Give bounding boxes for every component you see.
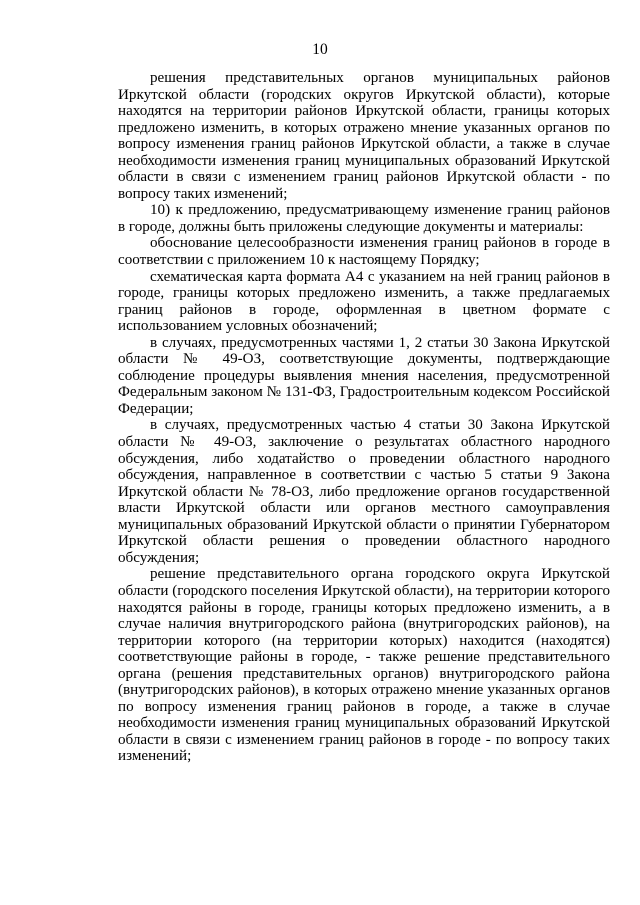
paragraph-item-10: 10) к предложению, предусматривающему изменение границ районов в городе, должны быть приложены следующие документы и материалы:: [118, 202, 610, 235]
paragraph-representative-bodies-decisions: решения представительных органов муниципальных районов Иркутской области (городских округов Иркутской области), которые находятся на территории районов Иркутской области, границы которых предложено изменить, в которых отражено мнение указанных органов по вопросу изменения границ районов Иркутской области, а также в случае необходимости изменения границ муниципальных образований Иркутской области в связи с изменением границ районов Иркутской области - по вопросу таких изменений;: [118, 70, 610, 202]
paragraph-city-district-decision: решение представительного органа городского округа Иркутской области (городского поселения Иркутской области), на территории которого находятся районы в городе, границы которых предложено изменить, а в случае наличия внутригородского района (внутригородских районов), на территории которого (на территории которых) находится (находятся) соответствующие районы в городе, - также решение представительного органа (решения представительных органов) внутригородского района (внутригородских районов), в которых отражено мнение указанных органов по вопросу изменения границ районов в городе, а также в случае необходимости изменения границ муниципальных образований Иркутской области в связи с изменением границ районов в городе - по вопросу таких изменений;: [118, 566, 610, 765]
paragraph-justification: обоснование целесообразности изменения границ районов в городе в соответствии с приложением 10 к настоящему Порядку;: [118, 235, 610, 269]
page-number: 10: [312, 41, 328, 58]
paragraph-regional-discussion: в случаях, предусмотренных частью 4 статьи 30 Закона Иркутской области № 49-ОЗ, заключение о результатах областного народного обсуждения, либо ходатайство о проведении областного народного обсуждения, направленное в соответствии с частью 5 статьи 9 Закона Иркутской области № 78-ОЗ, либо предложение органов государственной власти Иркутской области или органов местного самоуправления муниципальных образований Иркутской области о принятии Губернатором Иркутской области решения о проведении областного народного обсуждения;: [118, 417, 610, 566]
paragraph-population-opinion: в случаях, предусмотренных частями 1, 2 статьи 30 Закона Иркутской области № 49-ОЗ, соответствующие документы, подтверждающие соблюдение процедуры выявления мнения населения, предусмотренной Федеральным законом № 131-ФЗ, Градостроительным кодексом Российской Федерации;: [118, 334, 610, 417]
paragraph-schematic-map: схематическая карта формата А4 с указанием на ней границ районов в городе, границы которых предложено изменить, а также предлагаемых границ районов в городе, оформленная в цветном формате с использованием условных обозначений;: [118, 268, 610, 335]
document-body: [118, 70, 610, 765]
